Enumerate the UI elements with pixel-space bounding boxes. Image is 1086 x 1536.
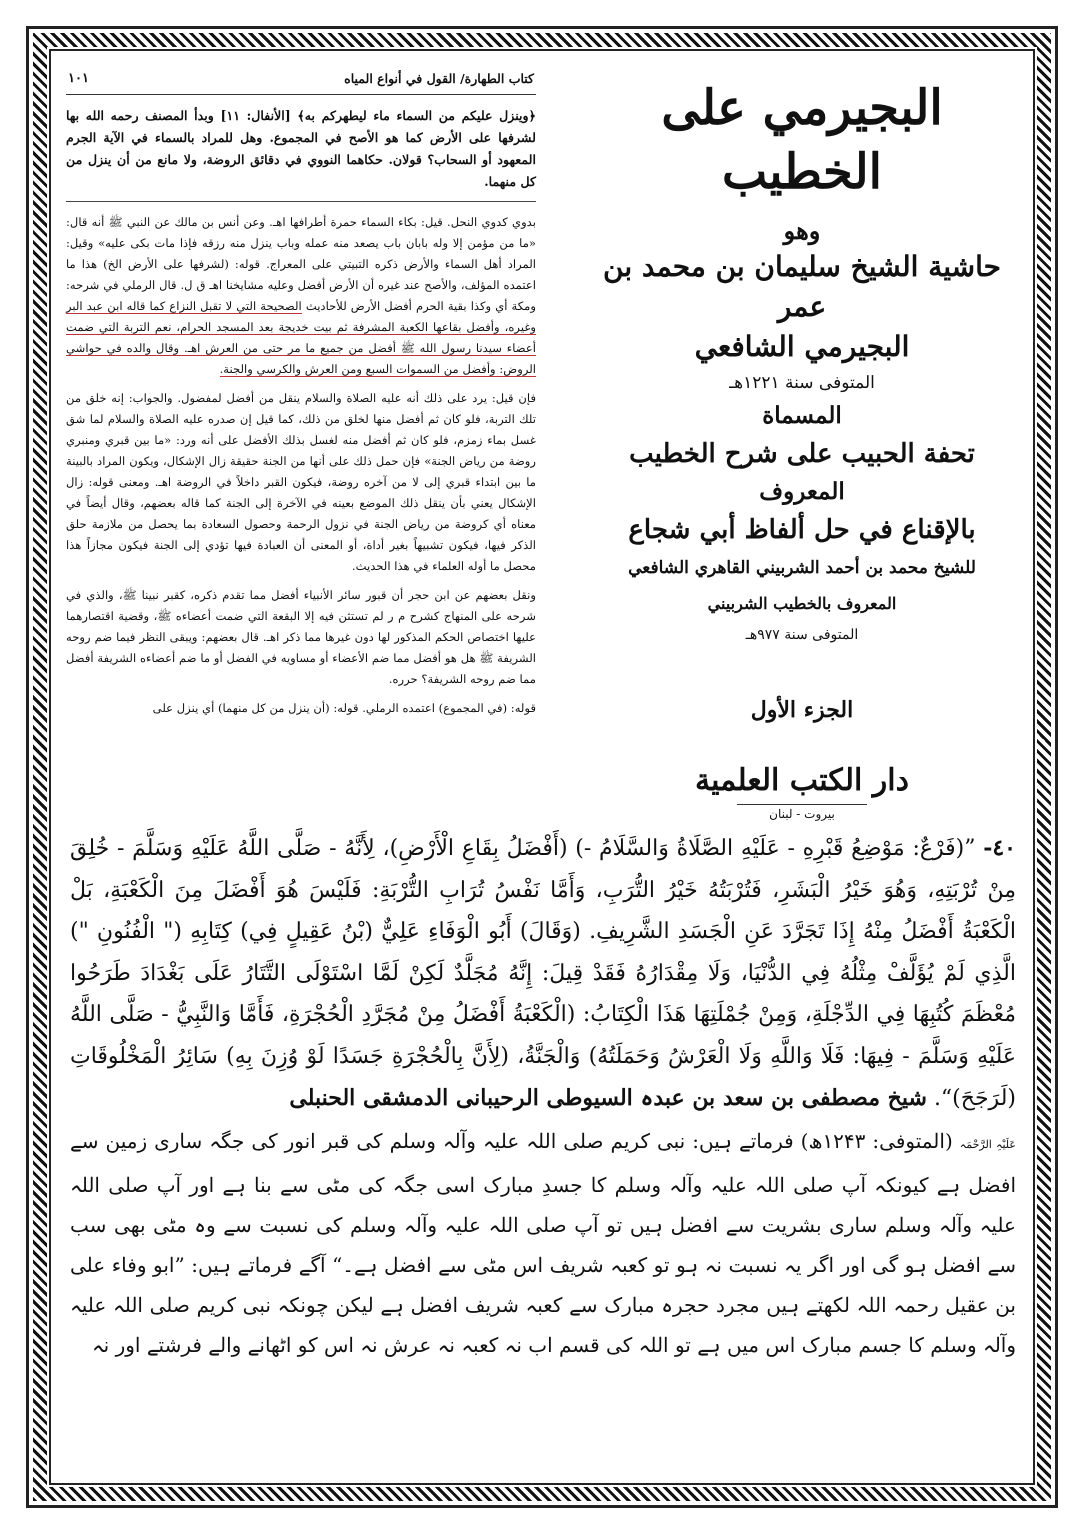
cover-wahuwa: وهو: [783, 216, 821, 245]
cover-book-title1: تحفة الحبيب على شرح الخطيب: [629, 439, 975, 469]
cover-book-title2: بالإقناع في حل ألفاظ أبي شجاع: [628, 515, 976, 545]
cover-page: [582, 62, 1022, 822]
cover-volume: الجزء الأول: [750, 697, 854, 723]
book-page: [66, 62, 536, 822]
cover-known-as: المعروف: [759, 478, 845, 505]
entry-dash: -: [983, 835, 993, 861]
cover-commentator-line2: المعروف بالخطيب الشربيني: [707, 594, 897, 613]
cover-commentator-line1: للشيخ محمد بن أحمد الشربيني القاهري الشافعي: [628, 558, 976, 578]
cover-author-line1: حاشية الشيخ سليمان بن محمد بن عمر: [603, 250, 1001, 323]
footnote-separator: [66, 201, 536, 202]
cover-title: البجيرمي على الخطيب: [661, 80, 943, 200]
highlighted-passage: الصحيحة التي لا تقبل النزاع كما قاله ابن عبد البر وغيره، وأفضل بقاعها الكعبة المشرفة ثم بيت خديجة بعد المسجد الحرام، نعم التربة التي ضمت أعضاء سيدنا رسول الله ﷺ أفضل من جميع ما مر حتى من العرش اهـ. وقال والده في حواشي الروض: وأفضل من السموات السبع ومن العرش والكرسي والجنة.: [66, 299, 536, 376]
matn-paragraph: ﴿وينزل عليكم من السماء ماء ليطهركم به﴾ [الأنفال: ١١] وبدأ المصنف رحمه الله بها لشرفها على الأرض كما هو الأصح في المجموع. وهل للمراد بالسماء في الآية الجرم المعهود أو السحاب؟ قولان. حكاهما النووي في دقائق الروضة، ولا مانع من أن ينزل من كل منهما.: [66, 108, 536, 189]
cover-commentator-death: المتوفى سنة ٩٧٧هـ: [745, 627, 859, 643]
hashiya-paragraph-1: [66, 212, 536, 380]
entry-number: ٤٠: [992, 835, 1016, 861]
publisher-underline: [737, 804, 867, 805]
cover-named: المسماة: [762, 402, 842, 429]
hashiya-paragraph-2: فإن قيل: يرد على ذلك أنه عليه الصلاة والسلام ينقل من أفضل لمفضول. والجواب: إنه خلق من تلك التربة، فلو كان ثم أفضل منها لخلق من ذلك، كما قيل إن صدره عليه الصلاة والسلام لما شق غسل بماء زمزم، فلو كان ثم أفضل منه لغسل بذلك الأفضل على أنه ورد: «ما بين قبري ومنبري روضة من رياض الجنة» فإن حمل ذلك على أنها من الجنة حقيقة زال الإشكال، ويكون المراد بالبينة ما بين ابتداء قبري إلى لا من آخره روضة، فيكون القبر داخلاً في الروضة اهـ. ومعنى قوله: زال الإشكال يعني بأن ينقل ذلك الموضع بعينه في الآخرة إلى الجنة كما قاله بعضهم، وقال أيضاً في معناه أي كروضة من رياض الجنة في نزول الرحمة وحصول السعادة بما يحصل من ملازمة حلق الذكر فيها، فيكون تشبيهاً بغير أداة، أو المعنى أن العبادة فيها تؤدي إلى الجنة فيكون مجازاً هذا محصل ما أوله العلماء في هذا الحديث.: [66, 391, 536, 573]
urdu-translation-text: (المتوفی: ۱۲۴۳ھ) فرماتے ہیں: نبی کریم صلی اللہ علیہ وآلہ وسلم کی قبر انور کی جگہ ساری زمین سے افضل ہے کیونکہ آپ صلی اللہ علیہ وآلہ وسلم کا جسدِ مبارک اسی جگہ کی مٹی سے بنا ہے اور آپ صلی اللہ علیہ وآلہ وسلم ساری بشریت سے افضل ہیں تو آپ صلی اللہ علیہ وآلہ وسلم کی نسبت سے وہ مٹی بھی سب سے افضل ہو گی اور اگر یہ نسبت نہ ہو تو کعبہ شریف اس مٹی سے افضل ہے۔“ آگے فرماتے ہیں: ”ابو وفاء علی بن عقیل رحمہ اللہ لکھتے ہیں مجرد حجرہ مبارک سے کعبہ شریف افضل ہے لیکن چونکہ نبی کریم صلی اللہ علیہ وآلہ وسلم کا جسم مبارک اس میں ہے تو اللہ کی قسم اب نہ کعبہ نہ عرش نہ اس کو اٹھانے والے فرشتے اور نہ: [70, 1129, 1016, 1358]
cover-author-line2: البجيرمي الشافعي: [694, 330, 910, 363]
scanned-pages: [66, 62, 1022, 822]
cover-city: بيروت - لبنان: [769, 807, 835, 821]
hashiya-paragraph-1-text: بدوي كدوي النحل. قيل: بكاء السماء حمرة أطرافها اهـ. وعن أنس بن مالك عن النبي ﷺ أنه قال: «ما من مؤمن إلا وله بابان باب يصعد منه عمله وباب ينزل منه رزقه فإذا مات بكى عليه» وقيل: المراد أهل السماء والأرض ذكره التبيتي على المعراج. قوله: (لشرفها على الأرض الخ) هذا ما اعتمده المؤلف، والأصح عند غيره أن الأرض أفضل وعليه مشايخنا اهـ ق ل. قال الرملي في شرحه: ومكة أي وكذا بقية الحرم أفضل الأرض للأحاديث: [66, 215, 536, 313]
running-head: [66, 62, 536, 95]
arabic-quote-text: ”(فَرْعٌ: مَوْضِعُ قَبْرِهِ - عَلَيْهِ الصَّلَاةُ وَالسَّلَامُ -) (أَفْضَلُ بِقَاعِ الْأَرْضِ)، لِأَنَّهُ - صَلَّى اللَّهُ عَلَيْهِ وَسَلَّمَ - خُلِقَ مِنْ تُرْبَتِهِ، وَهُوَ خَيْرُ الْبَشَرِ، فَتُرْبَتُهُ خَيْرُ التُّرَبِ، وَأَمَّا نَفْسُ تُرَابِ التُّرْبَةِ: فَلَيْسَ هُوَ أَفْضَلَ مِنَ الْكَعْبَةِ، بَلْ الْكَعْبَةُ أَفْضَلُ مِنْهُ إِذَا تَجَرَّدَ عَنِ الْجَسَدِ الشَّرِيفِ. (وَقَالَ) أَبُو الْوَفَاءِ عَلِيٌّ (بْنُ عَقِيلٍ فِي) كِتَابِهِ (" الْفُنُونِ ") الَّذِي لَمْ يُؤَلَّفْ مِثْلُهُ فِي الدُّنْيَا، وَلَا مِقْدَارُهُ فَقَدْ قِيلَ: إِنَّهُ مُجَلَّدٌ لَكِنْ لَمَّا اسْتَوْلَى التَّتَارُ عَلَى بَغْدَادَ طَرَحُوا مُعْظَمَ كُتُبِهَا فِي الدِّجْلَةِ، وَمِنْ جُمْلَتِهَا هَذَا الْكِتَابُ: (الْكَعْبَةُ أَفْضَلُ مِنْ مُجَرَّدِ الْحُجْرَةِ، فَأَمَّا وَالنَّبِيُّ - صَلَّى اللَّهُ عَلَيْهِ وَسَلَّمَ - فِيهَا: فَلَا وَاللَّهِ وَلَا الْعَرْشُ وَحَمَلَتُهُ) وَالْجَنَّةُ، (لِأَنَّ بِالْحُجْرَةِ جَسَدًا لَوْ وُزِنَ بِهِ) سَائِرُ الْمَخْلُوقَاتِ (لَرَجَحَ)“.: [70, 836, 1016, 1111]
main-text: [70, 828, 1016, 1365]
running-head-title: كتاب الطهارة/ القول في أنواع المياه: [344, 71, 534, 86]
author-name: شیخ مصطفی بن سعد بن عبدہ السیوطی الرحیبانی الدمشقی الحنبلی: [289, 1084, 927, 1111]
arabic-quote: [70, 828, 1016, 1119]
cover-author-death: المتوفى سنة ١٢٢١هـ: [729, 373, 875, 393]
cover-publisher-logo: دار الكتب العلمية: [695, 763, 909, 798]
author-honorific: عَلَیْہِ الرَّحْمَہ: [959, 1138, 1016, 1152]
page-number: ١٠١: [68, 71, 89, 86]
hashiya-paragraph-4: قوله: (في المجموع) اعتمده الرملي. قوله: (أن ينزل من كل منهما) أي ينزل على: [152, 701, 536, 715]
hashiya-paragraph-3: ونقل بعضهم عن ابن حجر أن قبور سائر الأنبياء أفضل مما تقدم ذكره، كقبر نبينا ﷺ، والذي في شرحه على المنهاج كشرح م ر لم تستثن فيه إلا البقعة التي ضمت أعضاءه ﷺ، وقضية اقتصارهما عليها اختصاص الحكم المذكور لها دون غيرها مما ذكر اهـ. قال بعضهم: ويبقى النظر فيما ضم روحه الشريفة ﷺ هل هو أفضل مما ضم الأعضاء أو مساويه في الفضل أو ما ضم أعضاءه الشريفة أفضل مما ضم روحه الشريفة؟ حرره.: [66, 588, 536, 686]
urdu-translation: [70, 1121, 1016, 1365]
